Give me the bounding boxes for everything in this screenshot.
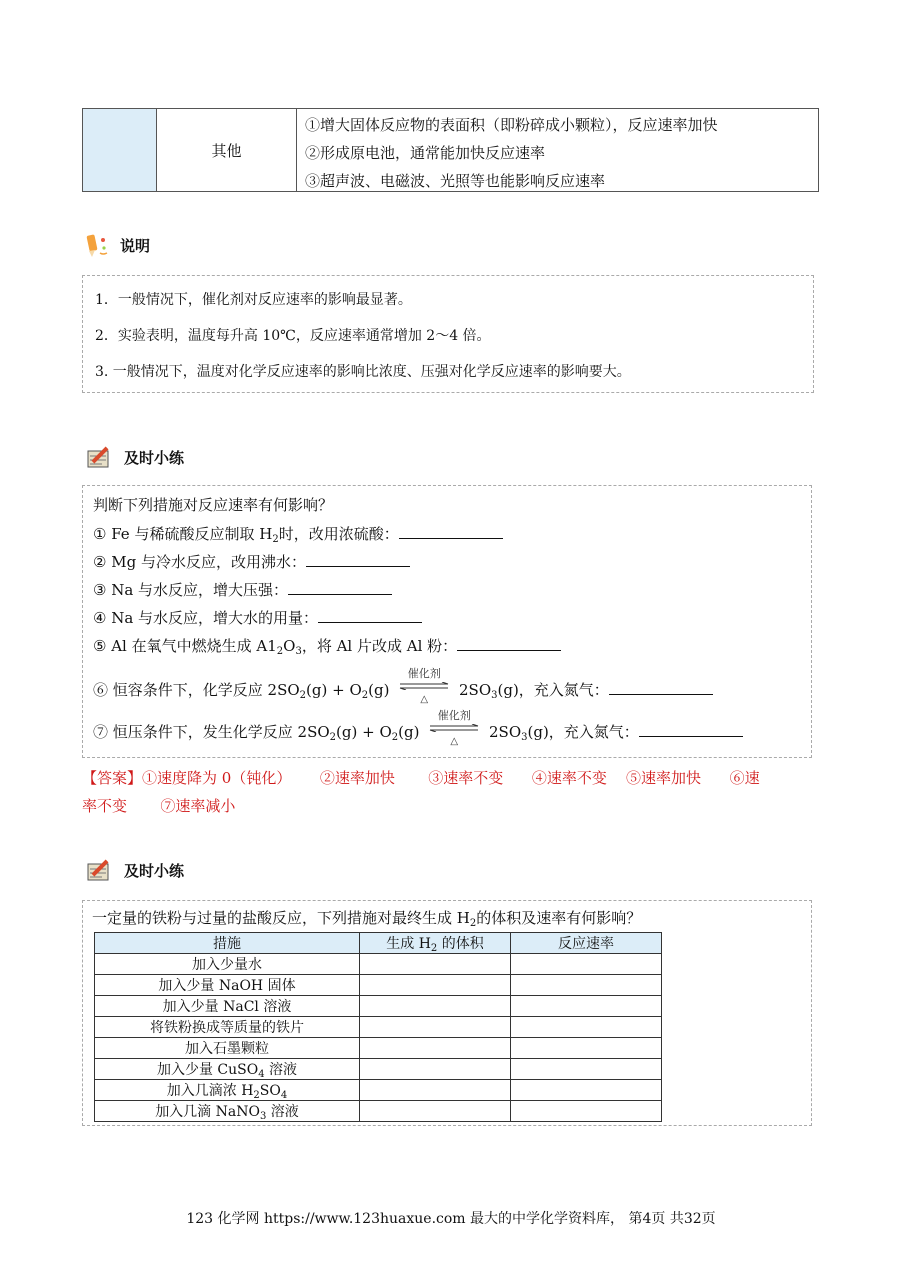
detail-item: ③超声波、电磁波、光照等也能影响反应速率 xyxy=(305,172,606,190)
rate-cell[interactable] xyxy=(511,954,662,975)
measure-cell: 加入少量水 xyxy=(95,954,360,975)
detail-item: ①增大固体反应物的表面积（即粉碎成小颗粒），反应速率加快 xyxy=(305,116,718,134)
question-6: ⑥ 恒容条件下，化学反应 $2SO_2(g) + O_2(g)$ 催化剂 △ $2SO_3(g)$，充入氮气： xyxy=(93,671,713,701)
column-header: 措施 xyxy=(95,933,360,954)
heat-symbol: △ xyxy=(450,736,459,747)
catalyst-label: 催化剂 xyxy=(437,709,471,722)
question-3: ③ Na 与水反应，增大压强： xyxy=(93,579,392,600)
table-row xyxy=(95,975,662,996)
answer-blank[interactable] xyxy=(639,722,743,737)
question-7: ⑦ 恒压条件下，发生化学反应 $2SO_2(g) + O_2(g)$ 催化剂 △ $2SO_3(g)$，充入氮气： xyxy=(93,713,743,743)
page-footer: 123 化学网 https://www.123huaxue.com 最大的中学化学资料库， 第4页 共32页 xyxy=(186,1211,716,1227)
note-item: 2．实验表明，温度每升高 10℃，反应速率通常增加 2～4 倍。 xyxy=(95,328,491,344)
catalyst-label: 催化剂 xyxy=(407,667,441,680)
note-item: 3. 一般情况下，温度对化学反应速率的影响比浓度、压强对化学反应速率的影响要大。 xyxy=(95,364,631,380)
table-header-row xyxy=(95,933,662,954)
question-2: ② Mg 与冷水反应，改用沸水： xyxy=(93,551,410,572)
notebook-pen-icon xyxy=(86,443,114,471)
measure-cell: 加入几滴浓 $H_2SO_4$ xyxy=(95,1080,360,1101)
notes-box xyxy=(82,275,814,393)
table-row xyxy=(95,954,662,975)
reversible-arrow xyxy=(428,709,480,747)
volume-cell[interactable] xyxy=(360,1101,511,1122)
question-4: ④ Na 与水反应，增大水的用量： xyxy=(93,607,422,628)
answer-blank[interactable] xyxy=(399,524,503,539)
answer-line: 【答案】①速度降为 0（钝化） ②速率加快 ③速率不变 ④速率不变 ⑤速率加快 ⑥速 xyxy=(82,769,760,787)
table-header-cell xyxy=(83,109,157,191)
table-row xyxy=(95,1080,662,1101)
volume-cell[interactable] xyxy=(360,975,511,996)
notes-header xyxy=(82,231,150,259)
question-5: ⑤ Al 在氧气中燃烧生成 $A1_2O_3$，将 Al 片改成 Al 粉： xyxy=(93,635,561,656)
section-title: 及时小练 xyxy=(124,861,185,880)
practice-header-2 xyxy=(86,856,184,884)
practice-prompt: 一定量的铁粉与过量的盐酸反应，下列措施对最终生成 $H_2$的体积及速率有何影响？ xyxy=(92,909,642,929)
measure-cell: 加入石墨颗粒 xyxy=(95,1038,360,1059)
table-row xyxy=(95,1101,662,1122)
conditions-table xyxy=(82,108,819,192)
rate-cell[interactable] xyxy=(511,1101,662,1122)
measure-cell: 将铁粉换成等质量的铁片 xyxy=(95,1017,360,1038)
heat-symbol: △ xyxy=(420,694,429,705)
volume-cell[interactable] xyxy=(360,1038,511,1059)
answer-line: 率不变 ⑦速率减小 xyxy=(82,797,236,815)
answer-blank[interactable] xyxy=(288,580,392,595)
rate-cell[interactable] xyxy=(511,996,662,1017)
volume-cell[interactable] xyxy=(360,954,511,975)
practice-box-1 xyxy=(82,485,812,758)
rate-cell[interactable] xyxy=(511,1059,662,1080)
equilibrium-arrow-icon xyxy=(428,724,480,732)
detail-item: ②形成原电池，通常能加快反应速率 xyxy=(305,144,546,162)
volume-cell[interactable] xyxy=(360,1017,511,1038)
notebook-pen-icon xyxy=(86,856,114,884)
practice-header-1 xyxy=(86,443,184,471)
practice-prompt: 判断下列措施对反应速率有何影响？ xyxy=(93,496,334,514)
rate-cell[interactable] xyxy=(511,1017,662,1038)
column-header: 反应速率 xyxy=(511,933,662,954)
volume-cell[interactable] xyxy=(360,1059,511,1080)
answer-blank[interactable] xyxy=(318,608,422,623)
column-header: 生成 $H_2$ 的体积 xyxy=(360,933,511,954)
table-row xyxy=(95,1038,662,1059)
reversible-arrow xyxy=(398,667,450,705)
section-title: 及时小练 xyxy=(124,448,185,467)
category-details xyxy=(305,111,718,195)
answer-blank[interactable] xyxy=(457,636,561,651)
rate-cell[interactable] xyxy=(511,1080,662,1101)
table-row xyxy=(95,1059,662,1080)
table-row xyxy=(95,1017,662,1038)
effects-table xyxy=(94,932,662,1122)
measure-cell: 加入少量 CuSO$_4$ 溶液 xyxy=(95,1059,360,1080)
section-title: 说明 xyxy=(120,236,151,255)
question-1: ① Fe 与稀硫酸反应制取 $H_2$时，改用浓硫酸： xyxy=(93,523,503,544)
answer-blank[interactable] xyxy=(306,552,410,567)
measure-cell: 加入几滴 NaNO$_3$ 溶液 xyxy=(95,1101,360,1122)
volume-cell[interactable] xyxy=(360,996,511,1017)
rate-cell[interactable] xyxy=(511,975,662,996)
category-cell: 其他 xyxy=(157,109,297,191)
volume-cell[interactable] xyxy=(360,1080,511,1101)
measure-cell: 加入少量 NaOH 固体 xyxy=(95,975,360,996)
pencil-icon xyxy=(82,231,110,259)
table-row xyxy=(95,996,662,1017)
measure-cell: 加入少量 NaCl 溶液 xyxy=(95,996,360,1017)
answer-blank[interactable] xyxy=(609,680,713,695)
note-item: 1．一般情况下，催化剂对反应速率的影响最显著。 xyxy=(95,292,412,308)
equilibrium-arrow-icon xyxy=(398,682,450,690)
rate-cell[interactable] xyxy=(511,1038,662,1059)
answer-block xyxy=(82,764,822,820)
